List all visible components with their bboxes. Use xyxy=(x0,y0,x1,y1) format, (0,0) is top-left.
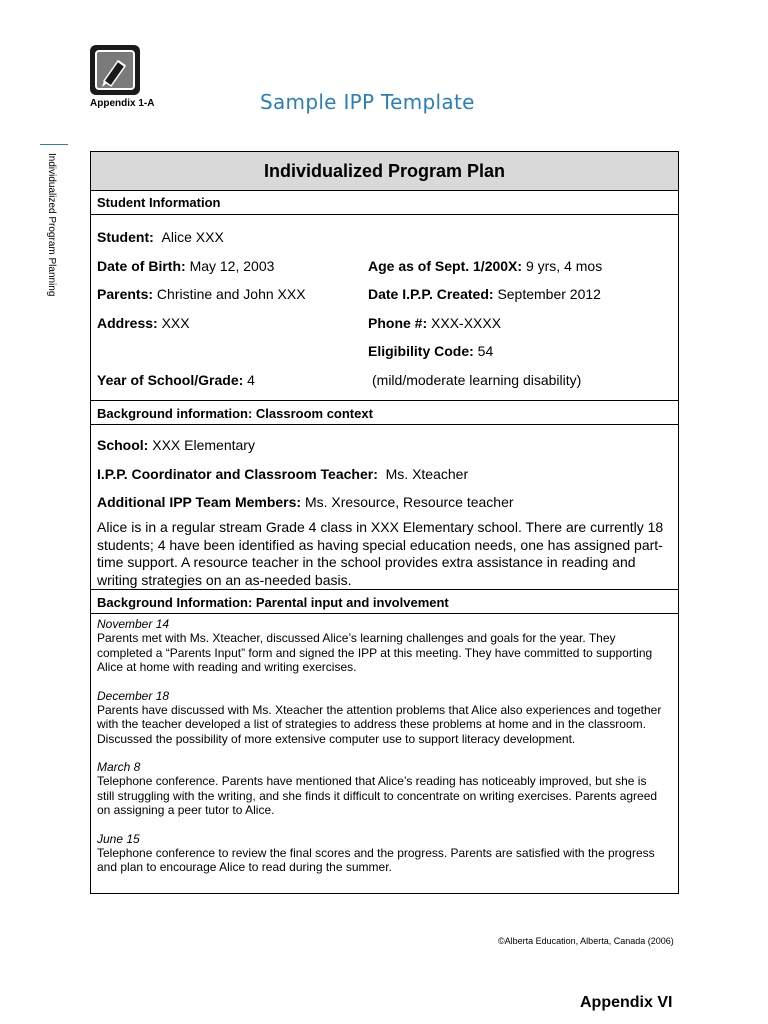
side-section-label: Individualized Program Planning xyxy=(46,153,57,297)
team-members-field: Additional IPP Team Members: Ms. Xresource, Resource teacher xyxy=(97,494,514,510)
copyright-credit: ©Alberta Education, Alberta, Canada (2006) xyxy=(498,936,674,946)
entry-text: Telephone conference. Parents have mentioned that Alice’s reading has noticeably improved, but she is still struggling with the writing, and she finds it difficult to concentrate on writing exercises. Parents agreed on assigning a peer tutor to Alice. xyxy=(97,774,658,817)
parents-field: Parents: Christine and John XXX xyxy=(97,286,306,302)
grade-field: Year of School/Grade: 4 xyxy=(97,372,255,388)
classroom-context-heading: Background information: Classroom context xyxy=(91,400,678,425)
entry-date: November 14 xyxy=(97,617,170,631)
dob-field: Date of Birth: May 12, 2003 xyxy=(97,258,275,274)
classroom-paragraph: Alice is in a regular stream Grade 4 class in XXX Elementary school. There are currently 18 students; 4 have been identified as having special education needs, one has assigned part-time support. A resource teacher in the school provides extra assistance in reading and writing strategies on an as-needed basis. xyxy=(97,519,664,588)
entry-date: June 15 xyxy=(97,831,140,846)
entry-text: Telephone conference to review the final scores and the progress. Parents are satisfied with the progress and plan to encourage Alice to read during the summer. xyxy=(97,845,655,874)
page-title: Sample IPP Template xyxy=(260,90,475,114)
list-item xyxy=(97,832,667,875)
side-divider xyxy=(40,144,68,145)
list-item xyxy=(97,617,667,675)
form-title: Individualized Program Plan xyxy=(91,152,678,191)
entry-date: December 18 xyxy=(97,688,170,703)
coordinator-field: I.P.P. Coordinator and Classroom Teacher: Ms. Xteacher xyxy=(97,466,469,482)
ipp-form xyxy=(90,151,679,894)
age-field: Age as of Sept. 1/200X: 9 yrs, 4 mos xyxy=(368,258,603,274)
appendix-label: Appendix 1-A xyxy=(90,98,155,109)
entry-text: Parents met with Ms. Xteacher, discussed Alice’s learning challenges and goals for the year. They completed a “Parents Input” form and signed the IPP at this meeting. They have committed to supporting Alice at home with reading and writing exercises. xyxy=(97,631,653,674)
student-field: Student: Alice XXX xyxy=(97,229,224,245)
entry-date: March 8 xyxy=(97,760,141,774)
list-item xyxy=(97,760,667,818)
pen-logo-icon xyxy=(90,45,140,95)
parental-input-heading: Background Information: Parental input and involvement xyxy=(91,589,678,614)
phone-field: Phone #: XXX-XXXX xyxy=(368,315,502,331)
ipp-created-field: Date I.P.P. Created: September 2012 xyxy=(368,286,601,302)
entry-text: Parents have discussed with Ms. Xteacher the attention problems that Alice also experiences and together with the teacher developed a list of strategies to address these problems at home and in the classroom. Discussed the possibility of more extensive computer use to support literacy development. xyxy=(97,702,662,746)
list-item xyxy=(97,689,667,747)
school-field: School: XXX Elementary xyxy=(97,437,255,453)
student-info-heading: Student Information xyxy=(91,190,678,215)
eligibility-note: (mild/moderate learning disability) xyxy=(372,372,582,388)
address-field: Address: XXX xyxy=(97,315,190,331)
parental-entries xyxy=(97,617,667,889)
eligibility-field: Eligibility Code: 54 xyxy=(368,343,494,359)
page-appendix-label: Appendix VI xyxy=(580,994,673,1011)
